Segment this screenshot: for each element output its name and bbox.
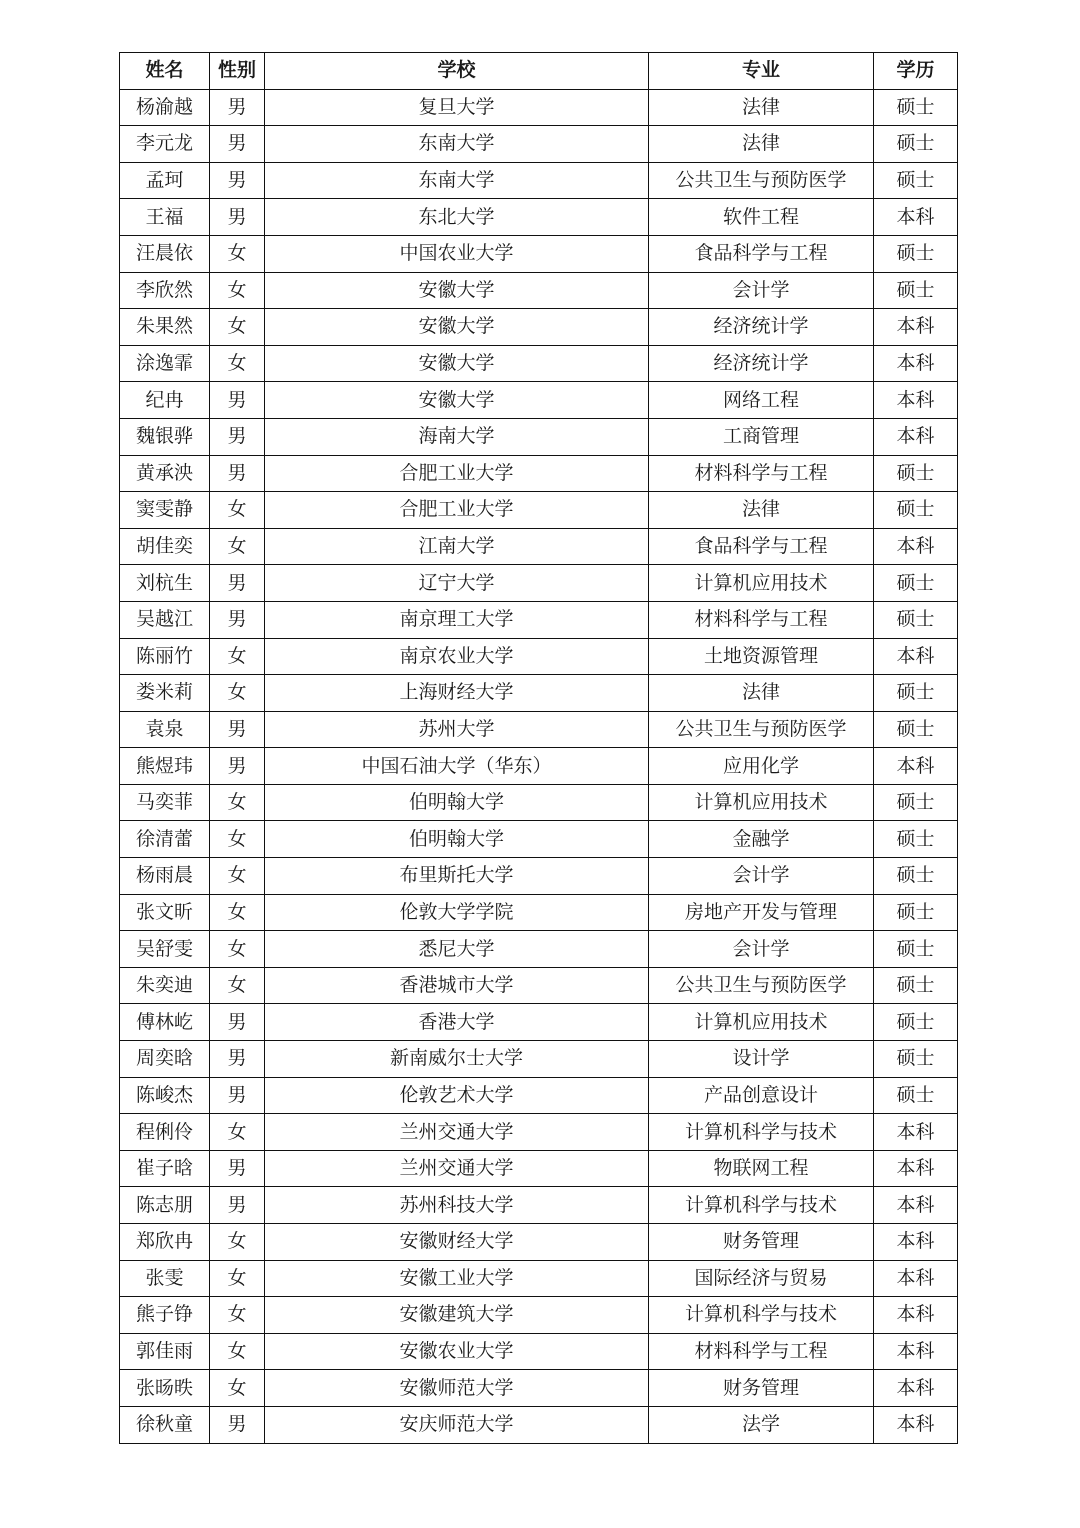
school-cell: 伯明翰大学 [265,784,649,821]
school-cell: 香港城市大学 [265,967,649,1004]
school-cell: 合肥工业大学 [265,455,649,492]
major-cell: 产品创意设计 [649,1077,874,1114]
major-cell: 土地资源管理 [649,638,874,675]
table-row [120,1224,958,1261]
degree-cell: 硕士 [874,1004,958,1041]
name-cell: 魏银骅 [120,418,210,455]
degree-cell: 本科 [874,1114,958,1151]
gender-cell: 男 [210,418,265,455]
name-cell: 张旸昳 [120,1370,210,1407]
degree-cell: 硕士 [874,126,958,163]
gender-cell: 女 [210,492,265,529]
degree-cell: 硕士 [874,492,958,529]
table-row [120,565,958,602]
name-cell: 陈丽竹 [120,638,210,675]
degree-cell: 本科 [874,1370,958,1407]
gender-cell: 女 [210,784,265,821]
table-row [120,235,958,272]
name-cell: 傅林屹 [120,1004,210,1041]
table-row [120,528,958,565]
name-cell: 李欣然 [120,272,210,309]
table-row [120,1260,958,1297]
gender-cell: 女 [210,309,265,346]
table-row [120,675,958,712]
degree-cell: 本科 [874,1406,958,1443]
degree-cell: 硕士 [874,1041,958,1078]
degree-cell: 本科 [874,199,958,236]
name-cell: 袁泉 [120,711,210,748]
degree-cell: 硕士 [874,162,958,199]
gender-cell: 男 [210,1041,265,1078]
major-cell: 法学 [649,1406,874,1443]
table-row [120,748,958,785]
table-row [120,1406,958,1443]
degree-cell: 硕士 [874,675,958,712]
school-cell: 安徽大学 [265,345,649,382]
school-cell: 合肥工业大学 [265,492,649,529]
major-cell: 会计学 [649,272,874,309]
gender-cell: 男 [210,1004,265,1041]
name-cell: 窦雯静 [120,492,210,529]
name-cell: 郑欣冉 [120,1224,210,1261]
major-cell: 会计学 [649,858,874,895]
name-cell: 吴越江 [120,601,210,638]
degree-cell: 本科 [874,345,958,382]
table-row [120,89,958,126]
school-cell: 上海财经大学 [265,675,649,712]
name-cell: 徐清蕾 [120,821,210,858]
table-row [120,858,958,895]
gender-cell: 男 [210,565,265,602]
header-row [120,53,958,90]
gender-cell: 男 [210,89,265,126]
degree-cell: 本科 [874,528,958,565]
major-cell: 软件工程 [649,199,874,236]
table-row [120,1187,958,1224]
major-cell: 食品科学与工程 [649,235,874,272]
degree-cell: 本科 [874,382,958,419]
school-cell: 南京农业大学 [265,638,649,675]
header-school: 学校 [265,53,649,90]
school-cell: 辽宁大学 [265,565,649,602]
degree-cell: 硕士 [874,1077,958,1114]
major-cell: 网络工程 [649,382,874,419]
gender-cell: 女 [210,528,265,565]
major-cell: 财务管理 [649,1370,874,1407]
school-cell: 安徽师范大学 [265,1370,649,1407]
table-row [120,309,958,346]
table-row [120,821,958,858]
name-cell: 张文昕 [120,894,210,931]
table-row [120,492,958,529]
major-cell: 法律 [649,675,874,712]
gender-cell: 男 [210,1150,265,1187]
school-cell: 兰州交通大学 [265,1150,649,1187]
degree-cell: 硕士 [874,455,958,492]
gender-cell: 女 [210,858,265,895]
gender-cell: 女 [210,638,265,675]
school-cell: 东南大学 [265,126,649,163]
name-cell: 程俐伶 [120,1114,210,1151]
school-cell: 东南大学 [265,162,649,199]
degree-cell: 本科 [874,1150,958,1187]
major-cell: 法律 [649,126,874,163]
table-row [120,126,958,163]
major-cell: 法律 [649,89,874,126]
major-cell: 设计学 [649,1041,874,1078]
name-cell: 刘杭生 [120,565,210,602]
major-cell: 计算机应用技术 [649,784,874,821]
table-row [120,1004,958,1041]
table-row [120,1077,958,1114]
gender-cell: 女 [210,1370,265,1407]
name-cell: 娄米莉 [120,675,210,712]
gender-cell: 男 [210,1187,265,1224]
gender-cell: 男 [210,1077,265,1114]
degree-cell: 硕士 [874,89,958,126]
major-cell: 公共卫生与预防医学 [649,967,874,1004]
school-cell: 南京理工大学 [265,601,649,638]
gender-cell: 男 [210,162,265,199]
gender-cell: 女 [210,675,265,712]
table-row [120,894,958,931]
degree-cell: 硕士 [874,967,958,1004]
major-cell: 食品科学与工程 [649,528,874,565]
school-cell: 复旦大学 [265,89,649,126]
name-cell: 徐秋童 [120,1406,210,1443]
name-cell: 黄承泱 [120,455,210,492]
major-cell: 经济统计学 [649,345,874,382]
name-cell: 吴舒雯 [120,931,210,968]
degree-cell: 本科 [874,418,958,455]
school-cell: 新南威尔士大学 [265,1041,649,1078]
gender-cell: 女 [210,1224,265,1261]
degree-cell: 本科 [874,1297,958,1334]
table-row [120,967,958,1004]
name-cell: 周奕晗 [120,1041,210,1078]
major-cell: 材料科学与工程 [649,1333,874,1370]
school-cell: 东北大学 [265,199,649,236]
school-cell: 中国农业大学 [265,235,649,272]
gender-cell: 女 [210,235,265,272]
degree-cell: 本科 [874,638,958,675]
name-cell: 熊煜玮 [120,748,210,785]
degree-cell: 硕士 [874,601,958,638]
major-cell: 计算机应用技术 [649,1004,874,1041]
header-degree: 学历 [874,53,958,90]
gender-cell: 女 [210,1297,265,1334]
table-row [120,455,958,492]
name-cell: 涂逸霏 [120,345,210,382]
header-major: 专业 [649,53,874,90]
name-cell: 朱奕迪 [120,967,210,1004]
degree-cell: 本科 [874,1224,958,1261]
degree-cell: 硕士 [874,272,958,309]
table-row [120,638,958,675]
degree-cell: 本科 [874,1187,958,1224]
major-cell: 工商管理 [649,418,874,455]
name-cell: 陈峻杰 [120,1077,210,1114]
gender-cell: 女 [210,1333,265,1370]
gender-cell: 女 [210,894,265,931]
school-cell: 悉尼大学 [265,931,649,968]
name-cell: 杨雨晨 [120,858,210,895]
degree-cell: 本科 [874,748,958,785]
table-body [120,89,958,1443]
table-row [120,1370,958,1407]
degree-cell: 硕士 [874,821,958,858]
gender-cell: 男 [210,748,265,785]
degree-cell: 硕士 [874,711,958,748]
major-cell: 金融学 [649,821,874,858]
school-cell: 兰州交通大学 [265,1114,649,1151]
school-cell: 安徽农业大学 [265,1333,649,1370]
table-row [120,418,958,455]
major-cell: 物联网工程 [649,1150,874,1187]
gender-cell: 男 [210,711,265,748]
major-cell: 计算机科学与技术 [649,1114,874,1151]
header-gender: 性别 [210,53,265,90]
name-cell: 汪晨依 [120,235,210,272]
gender-cell: 男 [210,382,265,419]
gender-cell: 男 [210,126,265,163]
school-cell: 安徽大学 [265,382,649,419]
school-cell: 布里斯托大学 [265,858,649,895]
major-cell: 材料科学与工程 [649,601,874,638]
school-cell: 安徽大学 [265,272,649,309]
major-cell: 经济统计学 [649,309,874,346]
school-cell: 苏州大学 [265,711,649,748]
gender-cell: 男 [210,199,265,236]
name-cell: 熊子铮 [120,1297,210,1334]
degree-cell: 本科 [874,1260,958,1297]
header-name: 姓名 [120,53,210,90]
degree-cell: 本科 [874,1333,958,1370]
major-cell: 公共卫生与预防医学 [649,162,874,199]
school-cell: 伦敦艺术大学 [265,1077,649,1114]
major-cell: 计算机科学与技术 [649,1297,874,1334]
name-cell: 马奕菲 [120,784,210,821]
school-cell: 安徽建筑大学 [265,1297,649,1334]
degree-cell: 硕士 [874,931,958,968]
name-cell: 王福 [120,199,210,236]
degree-cell: 硕士 [874,784,958,821]
name-cell: 孟珂 [120,162,210,199]
school-cell: 安庆师范大学 [265,1406,649,1443]
major-cell: 计算机科学与技术 [649,1187,874,1224]
gender-cell: 男 [210,1406,265,1443]
table-row [120,1150,958,1187]
degree-cell: 本科 [874,309,958,346]
table-row [120,1297,958,1334]
name-cell: 李元龙 [120,126,210,163]
gender-cell: 女 [210,1260,265,1297]
table-row [120,199,958,236]
gender-cell: 女 [210,272,265,309]
table-row [120,1333,958,1370]
name-cell: 郭佳雨 [120,1333,210,1370]
major-cell: 财务管理 [649,1224,874,1261]
roster-table [119,52,958,1444]
name-cell: 杨渝越 [120,89,210,126]
gender-cell: 女 [210,821,265,858]
degree-cell: 硕士 [874,858,958,895]
table-row [120,1041,958,1078]
gender-cell: 女 [210,1114,265,1151]
table-row [120,784,958,821]
school-cell: 海南大学 [265,418,649,455]
school-cell: 安徽财经大学 [265,1224,649,1261]
table-row [120,382,958,419]
school-cell: 安徽工业大学 [265,1260,649,1297]
degree-cell: 硕士 [874,894,958,931]
degree-cell: 硕士 [874,565,958,602]
major-cell: 国际经济与贸易 [649,1260,874,1297]
table-row [120,272,958,309]
name-cell: 胡佳奕 [120,528,210,565]
degree-cell: 硕士 [874,235,958,272]
table-row [120,711,958,748]
school-cell: 中国石油大学（华东） [265,748,649,785]
table-row [120,162,958,199]
name-cell: 陈志朋 [120,1187,210,1224]
name-cell: 崔子晗 [120,1150,210,1187]
major-cell: 应用化学 [649,748,874,785]
major-cell: 法律 [649,492,874,529]
major-cell: 公共卫生与预防医学 [649,711,874,748]
table-row [120,1114,958,1151]
name-cell: 朱果然 [120,309,210,346]
table-row [120,931,958,968]
school-cell: 苏州科技大学 [265,1187,649,1224]
gender-cell: 男 [210,601,265,638]
school-cell: 香港大学 [265,1004,649,1041]
table-row [120,345,958,382]
name-cell: 张雯 [120,1260,210,1297]
gender-cell: 女 [210,967,265,1004]
school-cell: 伯明翰大学 [265,821,649,858]
school-cell: 伦敦大学学院 [265,894,649,931]
major-cell: 会计学 [649,931,874,968]
gender-cell: 男 [210,455,265,492]
school-cell: 江南大学 [265,528,649,565]
major-cell: 计算机应用技术 [649,565,874,602]
major-cell: 房地产开发与管理 [649,894,874,931]
school-cell: 安徽大学 [265,309,649,346]
major-cell: 材料科学与工程 [649,455,874,492]
gender-cell: 女 [210,931,265,968]
name-cell: 纪冉 [120,382,210,419]
gender-cell: 女 [210,345,265,382]
table-row [120,601,958,638]
